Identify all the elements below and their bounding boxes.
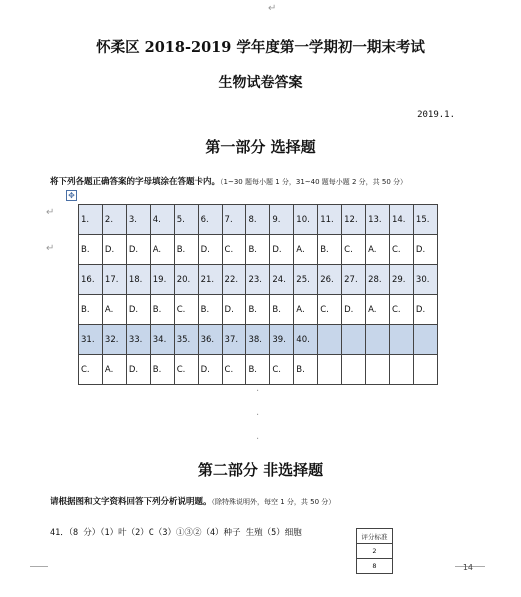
- answer-cell: B.: [79, 235, 103, 265]
- question-number-cell: 2.: [102, 205, 126, 235]
- question-number-cell: [389, 325, 413, 355]
- answer-cell: C.: [270, 355, 294, 385]
- question-number-cell: 5.: [174, 205, 198, 235]
- answer-cell: [413, 355, 437, 385]
- answer-cell: D.: [342, 295, 366, 325]
- answer-cell: D.: [222, 295, 246, 325]
- answer-cell: B.: [318, 235, 342, 265]
- question-number-cell: 40.: [294, 325, 318, 355]
- question-number-cell: 29.: [389, 265, 413, 295]
- question-number-cell: 32.: [102, 325, 126, 355]
- paragraph-mark: .: [256, 407, 260, 418]
- answer-cell: A.: [102, 355, 126, 385]
- answer-cell: A.: [150, 235, 174, 265]
- footer-line-left: [30, 566, 48, 567]
- answer-cell: B.: [294, 355, 318, 385]
- paragraph-mark: ↵: [268, 3, 277, 14]
- answer-cell: C.: [222, 355, 246, 385]
- answer-cell: D.: [413, 295, 437, 325]
- question-number-cell: 14.: [389, 205, 413, 235]
- question-number-cell: 25.: [294, 265, 318, 295]
- question-number-cell: 18.: [126, 265, 150, 295]
- question-number-cell: 12.: [342, 205, 366, 235]
- answer-letter-row: [79, 295, 438, 325]
- answer-letter-row: [79, 235, 438, 265]
- table-move-handle-icon[interactable]: ✥: [66, 190, 77, 201]
- answer-cell: D.: [413, 235, 437, 265]
- part1-instruction: [50, 175, 407, 187]
- answer-cell: B.: [246, 355, 270, 385]
- question-number-row: [79, 205, 438, 235]
- answer-cell: A.: [102, 295, 126, 325]
- answer-cell: B.: [198, 295, 222, 325]
- question-number-cell: 1.: [79, 205, 103, 235]
- question-number-cell: 16.: [79, 265, 103, 295]
- answer-cell: B.: [174, 235, 198, 265]
- question-number-cell: 19.: [150, 265, 174, 295]
- answer-cell: B.: [246, 295, 270, 325]
- question-number-cell: 34.: [150, 325, 174, 355]
- answer-cell: B.: [270, 295, 294, 325]
- question-number-cell: 35.: [174, 325, 198, 355]
- question-number-cell: 22.: [222, 265, 246, 295]
- question-number-cell: 10.: [294, 205, 318, 235]
- answer-cell: A.: [366, 295, 390, 325]
- part2-instruction-note: （除特殊说明外，每空 1 分，共 50 分）: [211, 498, 336, 506]
- answer-letter-row: [79, 355, 438, 385]
- answer-cell: D.: [102, 235, 126, 265]
- part1-instruction-text: 将下列各题正确答案的字母填涂在答题卡内。: [50, 177, 221, 187]
- question-number-cell: 23.: [246, 265, 270, 295]
- document-date: 2019.1.: [417, 110, 455, 120]
- question-number-cell: 20.: [174, 265, 198, 295]
- answer-cell: C.: [318, 295, 342, 325]
- answer-cell: D.: [126, 235, 150, 265]
- question-number-cell: [366, 325, 390, 355]
- answer-cell: C.: [389, 295, 413, 325]
- question-number-row: [79, 265, 438, 295]
- score-box-row: 8: [357, 559, 393, 574]
- question-number-cell: 21.: [198, 265, 222, 295]
- part2-heading: 第二部分 非选择题: [197, 461, 324, 479]
- answer-cell: C.: [389, 235, 413, 265]
- question-number-cell: 30.: [413, 265, 437, 295]
- paragraph-mark: .: [256, 431, 260, 442]
- paragraph-mark: ↵: [46, 243, 55, 254]
- question-number-cell: 11.: [318, 205, 342, 235]
- answer-table: [78, 204, 438, 385]
- part1-instruction-note: （1~30 题每小题 1 分，31~40 题每小题 2 分，共 50 分）: [220, 178, 408, 186]
- question-41-answer: 41．（8 分）（1）叶（2）C（3）①③②（4）种子 生殖（5）细胞: [50, 528, 302, 538]
- question-number-cell: 28.: [366, 265, 390, 295]
- page-number: 14: [462, 563, 473, 572]
- question-number-cell: [318, 325, 342, 355]
- answer-cell: A.: [294, 295, 318, 325]
- question-number-cell: 13.: [366, 205, 390, 235]
- answer-cell: B.: [246, 235, 270, 265]
- question-number-cell: 4.: [150, 205, 174, 235]
- part2-instruction: [50, 495, 335, 507]
- question-number-cell: 36.: [198, 325, 222, 355]
- answer-cell: C.: [342, 235, 366, 265]
- paragraph-mark: ↵: [46, 207, 55, 218]
- question-number-cell: 3.: [126, 205, 150, 235]
- answer-cell: C.: [222, 235, 246, 265]
- paragraph-mark: .: [256, 383, 260, 394]
- question-number-cell: 8.: [246, 205, 270, 235]
- answer-cell: D.: [270, 235, 294, 265]
- answer-cell: D.: [198, 355, 222, 385]
- question-number-cell: 24.: [270, 265, 294, 295]
- answer-cell: B.: [150, 355, 174, 385]
- answer-cell: B.: [79, 295, 103, 325]
- question-number-cell: [342, 325, 366, 355]
- answer-cell: C.: [79, 355, 103, 385]
- part1-heading: 第一部分 选择题: [205, 138, 316, 156]
- answer-cell: C.: [174, 295, 198, 325]
- question-number-cell: 9.: [270, 205, 294, 235]
- question-number-row: [79, 325, 438, 355]
- question-number-cell: 33.: [126, 325, 150, 355]
- answer-cell: B.: [150, 295, 174, 325]
- document-subtitle: 生物试卷答案: [218, 75, 303, 91]
- part2-instruction-text: 请根据图和文字资料回答下列分析说明题。: [50, 497, 212, 507]
- answer-cell: D.: [198, 235, 222, 265]
- question-number-cell: 38.: [246, 325, 270, 355]
- answer-cell: A.: [366, 235, 390, 265]
- answer-cell: D.: [126, 355, 150, 385]
- question-number-cell: 39.: [270, 325, 294, 355]
- question-number-cell: 27.: [342, 265, 366, 295]
- score-box-header: 评分标准: [357, 529, 393, 544]
- score-box-row: 2: [357, 544, 393, 559]
- score-box: [356, 528, 393, 574]
- answer-cell: A.: [294, 235, 318, 265]
- question-number-cell: 7.: [222, 205, 246, 235]
- document-title: 怀柔区 2018-2019 学年度第一学期初一期末考试: [96, 39, 425, 56]
- answer-cell: [318, 355, 342, 385]
- question-number-cell: 37.: [222, 325, 246, 355]
- answer-cell: [342, 355, 366, 385]
- answer-cell: [366, 355, 390, 385]
- question-number-cell: 31.: [79, 325, 103, 355]
- answer-cell: C.: [174, 355, 198, 385]
- question-number-cell: 15.: [413, 205, 437, 235]
- question-number-cell: 17.: [102, 265, 126, 295]
- answer-cell: [389, 355, 413, 385]
- question-number-cell: [413, 325, 437, 355]
- answer-cell: D.: [126, 295, 150, 325]
- question-number-cell: 6.: [198, 205, 222, 235]
- question-number-cell: 26.: [318, 265, 342, 295]
